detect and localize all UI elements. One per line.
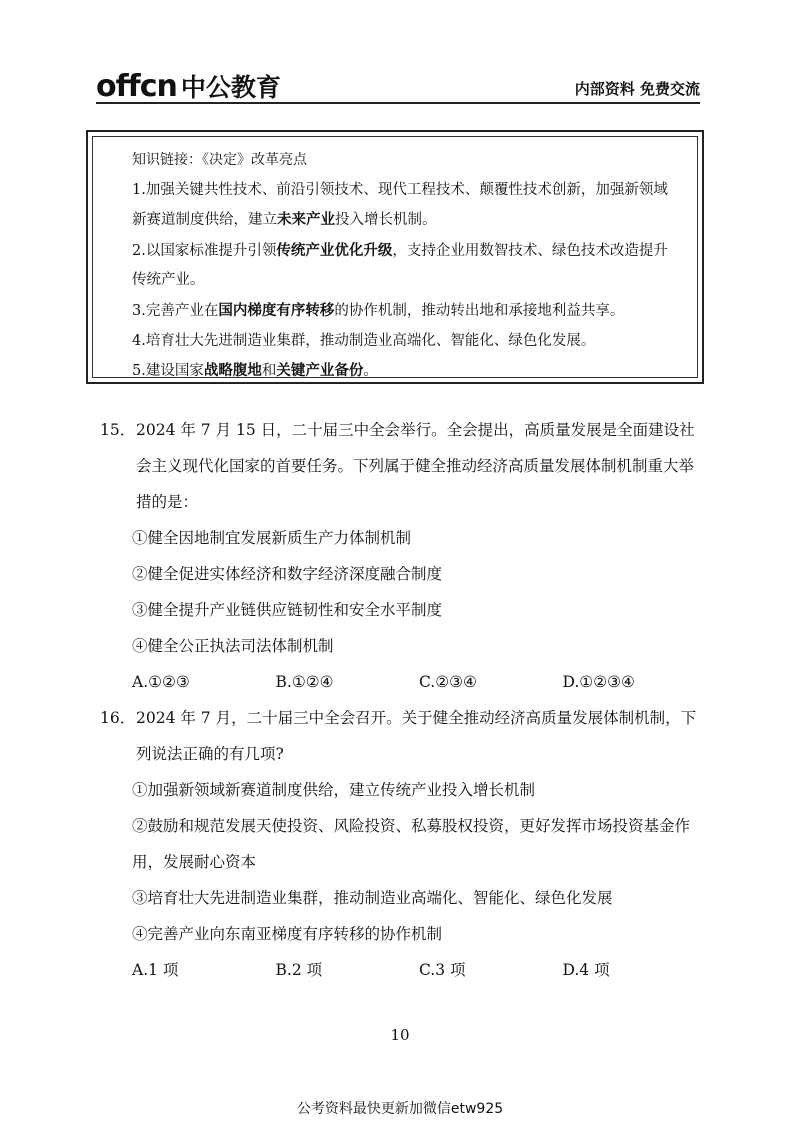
option-1: ①健全因地制宜发展新质生产力体制机制 [132,529,412,547]
option-4: ④健全公正执法司法体制机制 [132,637,334,655]
option-4: ④完善产业向东南亚梯度有序转移的协作机制 [132,925,443,943]
option-2: ②鼓励和规范发展天使投资、风险投资、私募股权投资，更好发挥市场投资基金作用，发展耐心资本 [132,817,691,871]
option-3: ③健全提升产业链供应链韧性和安全水平制度 [132,601,443,619]
box-item-1: 1.加强关键共性技术、前沿引领技术、现代工程技术、颠覆性技术创新，加强新领域新赛道制度供给，建立未来产业投入增长机制。 [132,181,668,229]
knowledge-link-box [86,130,704,384]
logo-latin-text: offcn [96,69,177,104]
choice-a: A.①②③ [132,673,190,691]
question-number: 15． [100,421,136,439]
question-16-stem [100,700,706,772]
page-header [96,66,700,102]
box-content [132,146,680,387]
option-1: ①加强新领域新赛道制度供给，建立传统产业投入增长机制 [132,781,536,799]
option-2: ②健全促进实体经济和数字经济深度融合制度 [132,565,443,583]
header-note: 内部资料 免费交流 [574,80,700,98]
page-number: 10 [390,1026,410,1044]
choice-d: D.4 项 [562,961,610,979]
choice-d: D.①②③④ [562,673,635,691]
choice-a: A.1 项 [132,961,179,979]
answer-choices [100,952,706,988]
answer-choices [100,664,706,700]
question-text: 2024 年 7 月 15 日，二十届三中全会举行。全会提出，高质量发展是全面建设社会主义现代化国家的首要任务。下列属于健全推动经济高质量发展体制机制重大举措的是： [136,421,695,511]
box-item-4: 4.培育壮大先进制造业集群，推动制造业高端化、智能化、绿色化发展。 [132,332,596,349]
choice-c: C.3 项 [419,961,466,979]
choice-b: B.①②④ [275,673,334,691]
box-item-2: 2.以国家标准提升引领传统产业优化升级，支持企业用数智技术、绿色技术改造提升传统产业。 [132,241,668,289]
box-title: 知识链接：《决定》改革亮点 [132,152,307,168]
question-16 [100,700,706,988]
box-item-3: 3.完善产业在国内梯度有序转移的协作机制，推动转出地和承接地利益共享。 [132,301,625,319]
choice-b: B.2 项 [275,961,323,979]
footer-text: 公考资料最快更新加微信etw925 [296,1101,504,1117]
logo-cn-text: 中公教育 [180,73,281,102]
header-divider [96,102,700,104]
choice-c: C.②③④ [419,673,477,691]
question-15 [100,412,706,700]
option-3: ③培育壮大先进制造业集群，推动制造业高端化、智能化、绿色化发展 [132,889,613,907]
question-text: 2024 年 7 月，二十届三中全会召开。关于健全推动经济高质量发展体制机制，下列说法正确的有几项? [136,709,697,763]
box-item-5: 5.建设国家战略腹地和关键产业备份。 [132,362,378,380]
offcn-logo [96,66,281,102]
question-15-stem [100,412,706,520]
question-number: 16． [100,709,136,727]
